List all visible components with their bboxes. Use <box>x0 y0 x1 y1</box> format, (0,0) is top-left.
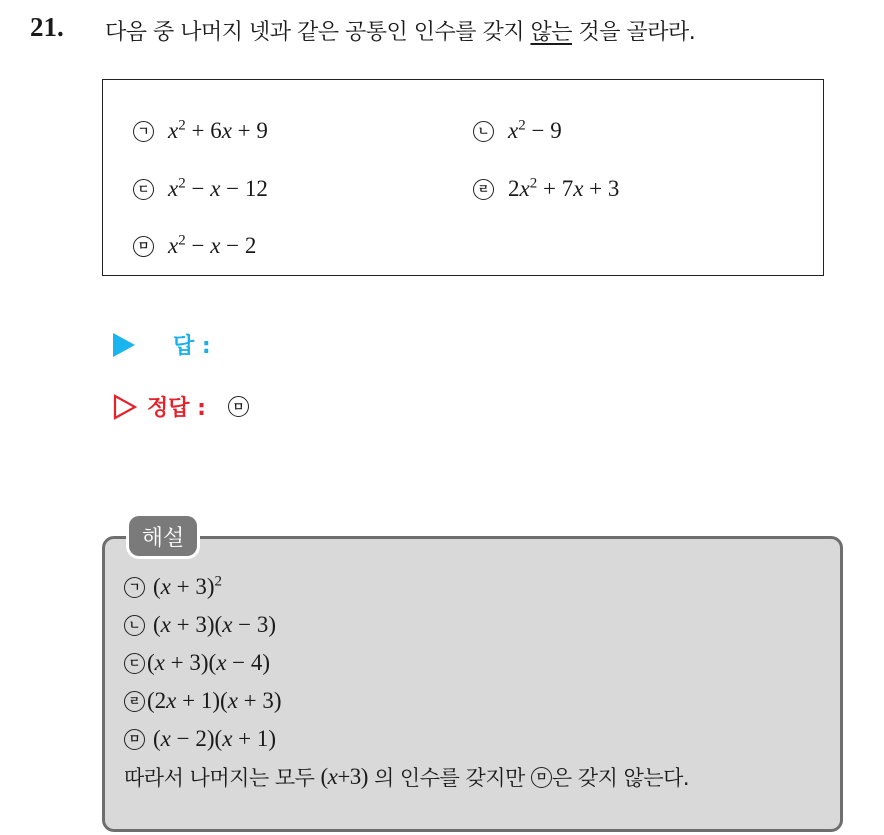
conclusion-factor: (x+3) <box>320 764 368 789</box>
choice-4 <box>473 176 619 202</box>
solution-line-3-mark: ㄷ <box>124 653 145 674</box>
choice-5 <box>133 233 256 259</box>
question-text-after: 것을 골라라. <box>572 20 696 45</box>
choice-4-expr: $2x^2 + 7x + 3$ <box>508 175 620 201</box>
answer-label: 답 : <box>173 334 211 359</box>
conclusion-text-c: 은 갖지 않는다. <box>551 766 690 790</box>
choice-5-mark: ㅁ <box>133 236 154 257</box>
choice-2 <box>473 118 562 144</box>
play-arrow-icon <box>113 333 135 357</box>
choice-2-mark: ㄴ <box>473 121 494 142</box>
choice-3-expr: $x^2 - x - 12$ <box>168 175 268 201</box>
correct-answer-mark: ㅁ <box>228 396 249 417</box>
solution-line-4-mark: ㄹ <box>124 691 145 712</box>
choice-3-mark: ㄷ <box>133 179 154 200</box>
question-text <box>105 15 695 46</box>
question-text-before: 다음 중 나머지 넷과 같은 공통인 인수를 갖지 <box>105 20 531 45</box>
question-text-underlined: 않는 <box>530 20 572 45</box>
solution-line-2-expr: (x + 3)(x − 3) <box>153 612 277 637</box>
solution-line-4 <box>124 688 282 714</box>
solution-conclusion <box>124 762 689 792</box>
solution-line-5-mark: ㅁ <box>124 729 145 750</box>
correct-answer-label: 정답 : <box>147 396 206 421</box>
solution-line-1-expr: $(x + 3)^2$ <box>153 573 223 599</box>
choice-1-mark: ㄱ <box>133 121 154 142</box>
outline-arrow-icon <box>113 394 137 420</box>
solution-line-3-expr: (x + 3)(x − 4) <box>147 650 271 675</box>
conclusion-mark-group <box>531 762 689 792</box>
choice-3 <box>133 176 268 202</box>
question-number: 21. <box>30 12 64 42</box>
conclusion-mark: ㅁ <box>531 767 552 788</box>
solution-line-1 <box>124 574 222 600</box>
choice-1 <box>133 118 268 144</box>
choice-1-expr: $x^2 + 6x + 9$ <box>168 117 268 143</box>
correct-answer-row <box>113 391 249 422</box>
choices-box <box>102 79 824 276</box>
conclusion-text-b: 의 인수를 갖지만 <box>373 766 525 790</box>
solution-line-5-expr: (x − 2)(x + 1) <box>153 726 277 751</box>
conclusion-text-a: 따라서 나머지는 모두 <box>124 766 315 790</box>
choice-4-mark: ㄹ <box>473 179 494 200</box>
solution-line-4-expr: (2x + 1)(x + 3) <box>147 688 282 713</box>
solution-line-2 <box>124 612 276 638</box>
choice-2-expr: $x^2 - 9$ <box>508 117 562 143</box>
solution-line-5 <box>124 726 276 752</box>
solution-tag: 해설 <box>129 516 197 556</box>
solution-line-2-mark: ㄴ <box>124 615 145 636</box>
solution-line-3 <box>124 650 270 676</box>
solution-line-1-mark: ㄱ <box>124 577 145 598</box>
answer-row <box>113 329 211 360</box>
choice-5-expr: $x^2 - x - 2$ <box>168 232 257 258</box>
